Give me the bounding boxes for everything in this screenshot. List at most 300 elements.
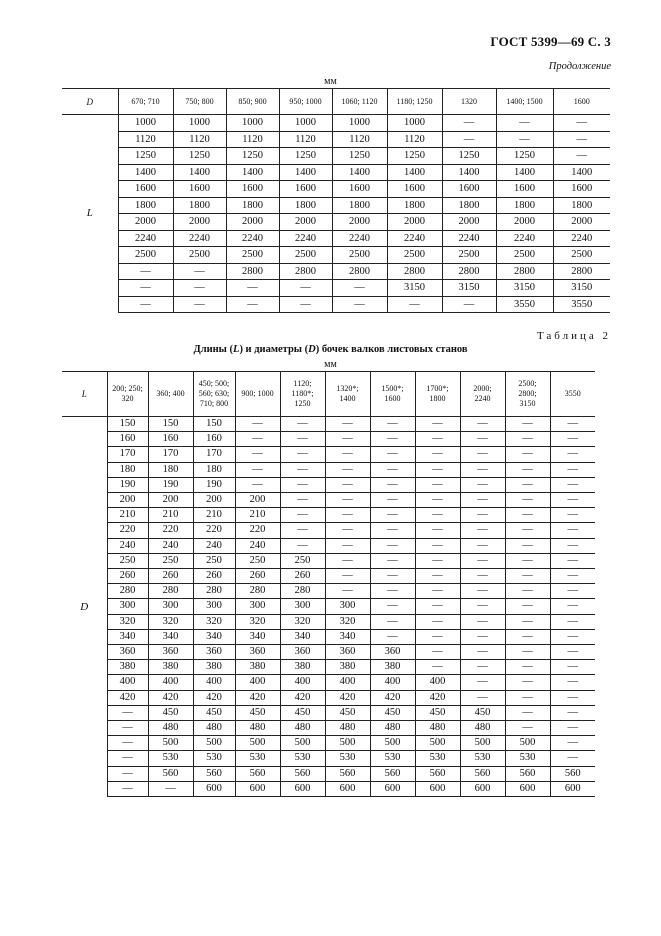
table-cell: —: [370, 462, 415, 477]
table-cell: 2000: [118, 214, 173, 231]
table-cell: 1400: [279, 164, 332, 181]
table-cell: —: [505, 538, 550, 553]
table2-column-header-line: 450; 500;: [198, 379, 230, 388]
table1-column-header: [387, 89, 442, 115]
table-cell: 190: [148, 477, 193, 492]
table-cell: 3150: [387, 280, 442, 297]
table-cell: —: [550, 660, 595, 675]
table-cell: 560: [193, 766, 235, 781]
table-cell: 2000: [496, 214, 553, 231]
table1-header-row: [62, 89, 610, 115]
table-cell: 1600: [387, 181, 442, 198]
table-cell: 400: [280, 675, 325, 690]
table-cell: 2000: [173, 214, 226, 231]
table-cell: 360: [325, 645, 370, 660]
table-1: [62, 88, 610, 313]
table-cell: —: [280, 462, 325, 477]
table-cell: 480: [460, 721, 505, 736]
table-row: [62, 538, 595, 553]
table-cell: 500: [370, 736, 415, 751]
table-row: [62, 115, 610, 132]
table2-column-header-line: 1180*;: [291, 389, 314, 398]
table-cell: —: [460, 493, 505, 508]
table-cell: —: [460, 645, 505, 660]
table-cell: 500: [193, 736, 235, 751]
table-cell: 1800: [279, 197, 332, 214]
table-cell: 300: [107, 599, 148, 614]
table-cell: 170: [193, 447, 235, 462]
table-row: [62, 690, 595, 705]
table-cell: 250: [280, 553, 325, 568]
table-cell: 200: [107, 493, 148, 508]
table-cell: —: [370, 508, 415, 523]
table-cell: —: [505, 447, 550, 462]
table-cell: 1400: [332, 164, 387, 181]
table-cell: —: [415, 584, 460, 599]
table-cell: —: [460, 629, 505, 644]
table-cell: —: [235, 432, 280, 447]
table-row: [62, 230, 610, 247]
table-cell: 480: [415, 721, 460, 736]
table-cell: 260: [280, 569, 325, 584]
table-cell: 480: [280, 721, 325, 736]
table-cell: —: [415, 660, 460, 675]
table2-column-header-line: 1800: [429, 394, 446, 403]
table-cell: 340: [148, 629, 193, 644]
table-cell: —: [550, 645, 595, 660]
table-cell: —: [173, 296, 226, 313]
table-cell: 320: [325, 614, 370, 629]
table-row: [62, 584, 595, 599]
table1-column-header-line: 1400; 1500: [506, 96, 543, 106]
table2-header-row: [62, 372, 595, 417]
table-cell: —: [415, 599, 460, 614]
table2-title-part: L: [233, 344, 240, 355]
table-cell: 2240: [442, 230, 496, 247]
table-cell: —: [550, 721, 595, 736]
table2-column-header-line: 1700*;: [426, 384, 449, 393]
table2-column-header: [193, 372, 235, 417]
table1-column-header-line: 750; 800: [185, 96, 214, 106]
table1-column-header-line: 1320: [461, 96, 477, 106]
table-cell: 1120: [332, 131, 387, 148]
table-cell: 420: [370, 690, 415, 705]
table-cell: 180: [148, 462, 193, 477]
table-row: [62, 645, 595, 660]
table-cell: —: [460, 417, 505, 432]
table-cell: 2240: [332, 230, 387, 247]
table-cell: —: [370, 523, 415, 538]
table-cell: 3150: [553, 280, 610, 297]
table-cell: —: [325, 477, 370, 492]
table-cell: 3550: [496, 296, 553, 313]
table-cell: —: [370, 538, 415, 553]
table1-column-header: [279, 89, 332, 115]
table-cell: 530: [460, 751, 505, 766]
table-cell: —: [460, 690, 505, 705]
table-cell: —: [370, 599, 415, 614]
table-cell: 340: [280, 629, 325, 644]
table-cell: 3550: [553, 296, 610, 313]
table-cell: —: [550, 705, 595, 720]
table-cell: —: [550, 584, 595, 599]
table-cell: 560: [325, 766, 370, 781]
table-cell: 1800: [496, 197, 553, 214]
table-cell: 530: [148, 751, 193, 766]
table-cell: 360: [280, 645, 325, 660]
table2-column-header: [505, 372, 550, 417]
table-cell: 530: [415, 751, 460, 766]
table-cell: 280: [148, 584, 193, 599]
table-cell: —: [553, 115, 610, 132]
table-cell: —: [550, 523, 595, 538]
table-cell: —: [460, 462, 505, 477]
table-cell: —: [370, 477, 415, 492]
table-cell: —: [550, 493, 595, 508]
table-cell: —: [325, 523, 370, 538]
table-cell: 420: [193, 690, 235, 705]
table2-column-header-line: 2800;: [518, 389, 537, 398]
table-cell: —: [415, 508, 460, 523]
table-cell: 380: [280, 660, 325, 675]
table1-column-header: [332, 89, 387, 115]
table-cell: 1800: [553, 197, 610, 214]
table-cell: 1120: [387, 131, 442, 148]
table-cell: 2500: [332, 247, 387, 264]
table-row: [62, 462, 595, 477]
table-cell: —: [173, 263, 226, 280]
table-cell: 240: [235, 538, 280, 553]
table-row: [62, 432, 595, 447]
table-cell: —: [550, 553, 595, 568]
table-cell: —: [370, 553, 415, 568]
table-cell: —: [460, 569, 505, 584]
table-cell: —: [235, 477, 280, 492]
table-cell: —: [442, 131, 496, 148]
table-cell: 420: [280, 690, 325, 705]
table-cell: 600: [325, 781, 370, 796]
table-cell: —: [415, 614, 460, 629]
table-cell: —: [505, 523, 550, 538]
table-cell: 160: [107, 432, 148, 447]
table-cell: 1250: [173, 148, 226, 165]
table-cell: 500: [505, 736, 550, 751]
table-cell: —: [415, 569, 460, 584]
table-cell: —: [370, 629, 415, 644]
table-cell: —: [107, 766, 148, 781]
table-cell: 320: [148, 614, 193, 629]
table-cell: 300: [325, 599, 370, 614]
table-cell: 260: [235, 569, 280, 584]
table-cell: —: [505, 584, 550, 599]
table-cell: —: [325, 508, 370, 523]
table-cell: —: [370, 493, 415, 508]
table-cell: —: [505, 614, 550, 629]
table-cell: 250: [235, 553, 280, 568]
table-cell: 2000: [279, 214, 332, 231]
table-cell: —: [460, 614, 505, 629]
table-cell: 530: [235, 751, 280, 766]
table-cell: 600: [550, 781, 595, 796]
table-cell: —: [550, 432, 595, 447]
table-cell: 300: [193, 599, 235, 614]
table-cell: 280: [280, 584, 325, 599]
table-cell: 600: [370, 781, 415, 796]
table-cell: 210: [235, 508, 280, 523]
table-cell: —: [505, 599, 550, 614]
table-cell: 250: [193, 553, 235, 568]
table-cell: 220: [148, 523, 193, 538]
table-row: [62, 493, 595, 508]
table-cell: 210: [148, 508, 193, 523]
table-cell: 380: [193, 660, 235, 675]
table-cell: 530: [193, 751, 235, 766]
table-row: [62, 477, 595, 492]
table-row: [62, 417, 595, 432]
table-cell: —: [505, 675, 550, 690]
table-cell: —: [460, 523, 505, 538]
table-cell: 2500: [118, 247, 173, 264]
table-cell: 1600: [279, 181, 332, 198]
table-cell: 2800: [553, 263, 610, 280]
table-cell: 480: [193, 721, 235, 736]
table-cell: 1000: [387, 115, 442, 132]
table-cell: 240: [193, 538, 235, 553]
table2-column-header: [550, 372, 595, 417]
table-cell: 1600: [226, 181, 279, 198]
table-cell: 500: [235, 736, 280, 751]
table-cell: 210: [107, 508, 148, 523]
table2-column-header-line: 710; 800: [199, 399, 229, 408]
table-row: [62, 197, 610, 214]
table1-column-header: [173, 89, 226, 115]
table-cell: —: [415, 432, 460, 447]
table-cell: —: [325, 493, 370, 508]
table-cell: 500: [148, 736, 193, 751]
table1-column-header-line: 850; 900: [238, 96, 267, 106]
table-cell: —: [505, 705, 550, 720]
table-cell: 260: [107, 569, 148, 584]
table-cell: 380: [235, 660, 280, 675]
table-cell: 500: [325, 736, 370, 751]
table-cell: 150: [148, 417, 193, 432]
table-cell: —: [332, 296, 387, 313]
table-cell: —: [505, 721, 550, 736]
table-cell: 560: [460, 766, 505, 781]
table-cell: 600: [235, 781, 280, 796]
table-cell: 320: [235, 614, 280, 629]
table-cell: 1400: [496, 164, 553, 181]
table-row: [62, 736, 595, 751]
table-row: [62, 164, 610, 181]
table-row: [62, 751, 595, 766]
table-cell: 250: [107, 553, 148, 568]
table-cell: —: [279, 296, 332, 313]
table-cell: 240: [107, 538, 148, 553]
table-cell: —: [280, 417, 325, 432]
table1-side-label: L: [86, 207, 93, 219]
table2-column-header: [370, 372, 415, 417]
table-cell: 320: [280, 614, 325, 629]
table-cell: 260: [193, 569, 235, 584]
table-cell: 600: [193, 781, 235, 796]
table-cell: 600: [505, 781, 550, 796]
table-cell: 1600: [118, 181, 173, 198]
table-cell: 2500: [442, 247, 496, 264]
table-cell: —: [415, 645, 460, 660]
table-cell: —: [460, 538, 505, 553]
table-cell: 360: [235, 645, 280, 660]
table-row: [62, 721, 595, 736]
table-cell: 1120: [279, 131, 332, 148]
table-cell: —: [460, 660, 505, 675]
table-cell: —: [505, 660, 550, 675]
table-cell: 450: [235, 705, 280, 720]
table-cell: 560: [370, 766, 415, 781]
table-row: [62, 705, 595, 720]
table-cell: —: [550, 614, 595, 629]
table-cell: —: [460, 508, 505, 523]
table-cell: 210: [193, 508, 235, 523]
table-cell: 2800: [226, 263, 279, 280]
table-cell: —: [442, 115, 496, 132]
table-cell: 300: [235, 599, 280, 614]
table-cell: 2500: [387, 247, 442, 264]
table-cell: —: [550, 477, 595, 492]
table1-corner-label: D: [62, 89, 118, 115]
table2-column-header-line: 1500*;: [381, 384, 404, 393]
table2-column-header-line: 2240: [474, 394, 491, 403]
table-cell: 200: [148, 493, 193, 508]
table-cell: 1400: [118, 164, 173, 181]
table-cell: 1000: [173, 115, 226, 132]
table-cell: 400: [415, 675, 460, 690]
table-cell: —: [387, 296, 442, 313]
table-row: [62, 181, 610, 198]
table-cell: 420: [107, 690, 148, 705]
table-cell: 380: [370, 660, 415, 675]
table-cell: 400: [107, 675, 148, 690]
table-row: [62, 296, 610, 313]
table2-column-header: [415, 372, 460, 417]
table-cell: 2000: [553, 214, 610, 231]
table2-column-header-line: 1250: [294, 399, 311, 408]
table-cell: —: [415, 477, 460, 492]
table-cell: 1800: [118, 197, 173, 214]
table-cell: 2500: [496, 247, 553, 264]
table-cell: 1800: [173, 197, 226, 214]
table2-column-header-line: 200; 250;: [112, 384, 143, 393]
table2-title-part: D: [308, 344, 316, 355]
table1-column-header-line: 1180; 1250: [396, 96, 433, 106]
table-cell: —: [415, 417, 460, 432]
table-cell: —: [370, 447, 415, 462]
table-cell: 150: [107, 417, 148, 432]
table-cell: 280: [107, 584, 148, 599]
table-cell: 1800: [332, 197, 387, 214]
table-cell: —: [280, 493, 325, 508]
table-cell: 1400: [553, 164, 610, 181]
table-cell: 1800: [442, 197, 496, 214]
table-cell: 1250: [226, 148, 279, 165]
table2-column-header-line: 1400: [339, 394, 356, 403]
table-cell: 480: [370, 721, 415, 736]
table2-column-header-line: 2000;: [473, 384, 492, 393]
table-cell: 400: [193, 675, 235, 690]
table-cell: 2800: [442, 263, 496, 280]
table-cell: 360: [370, 645, 415, 660]
table-row: [62, 675, 595, 690]
table-cell: —: [505, 477, 550, 492]
table-cell: —: [325, 538, 370, 553]
table-cell: —: [325, 432, 370, 447]
table2-column-header-line: 2500;: [518, 379, 537, 388]
table-cell: —: [505, 462, 550, 477]
table-cell: 3150: [496, 280, 553, 297]
table-cell: —: [148, 781, 193, 796]
table-cell: —: [550, 751, 595, 766]
table2-column-header: [460, 372, 505, 417]
table-cell: 400: [235, 675, 280, 690]
table-cell: —: [550, 599, 595, 614]
table-row: [62, 280, 610, 297]
table-cell: 340: [325, 629, 370, 644]
table-cell: 450: [415, 705, 460, 720]
table-cell: 1600: [173, 181, 226, 198]
table-cell: 2240: [279, 230, 332, 247]
table-cell: —: [505, 645, 550, 660]
table1-column-header-line: 1600: [573, 96, 590, 106]
table2-column-header-line: 1600: [384, 394, 401, 403]
table-cell: 200: [193, 493, 235, 508]
table-cell: 1400: [387, 164, 442, 181]
table-cell: 1120: [118, 131, 173, 148]
table-cell: 400: [325, 675, 370, 690]
table-cell: 1600: [553, 181, 610, 198]
table-row: [62, 553, 595, 568]
table-cell: —: [415, 553, 460, 568]
table-cell: —: [460, 432, 505, 447]
table-cell: 160: [148, 432, 193, 447]
table-cell: 2800: [387, 263, 442, 280]
table-cell: 420: [415, 690, 460, 705]
table-cell: 2240: [118, 230, 173, 247]
table2-label: Таблица 2: [536, 330, 611, 342]
table-cell: —: [235, 417, 280, 432]
table-cell: 450: [193, 705, 235, 720]
table-cell: 1250: [332, 148, 387, 165]
table-cell: 170: [148, 447, 193, 462]
table-cell: 1000: [279, 115, 332, 132]
table-cell: 530: [370, 751, 415, 766]
table-cell: 2800: [279, 263, 332, 280]
table-2: [62, 371, 595, 797]
table-cell: —: [553, 131, 610, 148]
table-cell: 1250: [442, 148, 496, 165]
table-cell: —: [235, 447, 280, 462]
table2-column-header-line: 360; 400: [156, 389, 185, 398]
table1-column-header-line: 950; 1000: [289, 96, 322, 106]
table-cell: —: [550, 417, 595, 432]
table-row: [62, 660, 595, 675]
table-cell: 560: [550, 766, 595, 781]
table-cell: 500: [415, 736, 460, 751]
table-cell: —: [280, 477, 325, 492]
table-cell: 560: [148, 766, 193, 781]
table-cell: —: [505, 690, 550, 705]
table-cell: —: [118, 296, 173, 313]
table-cell: —: [173, 280, 226, 297]
